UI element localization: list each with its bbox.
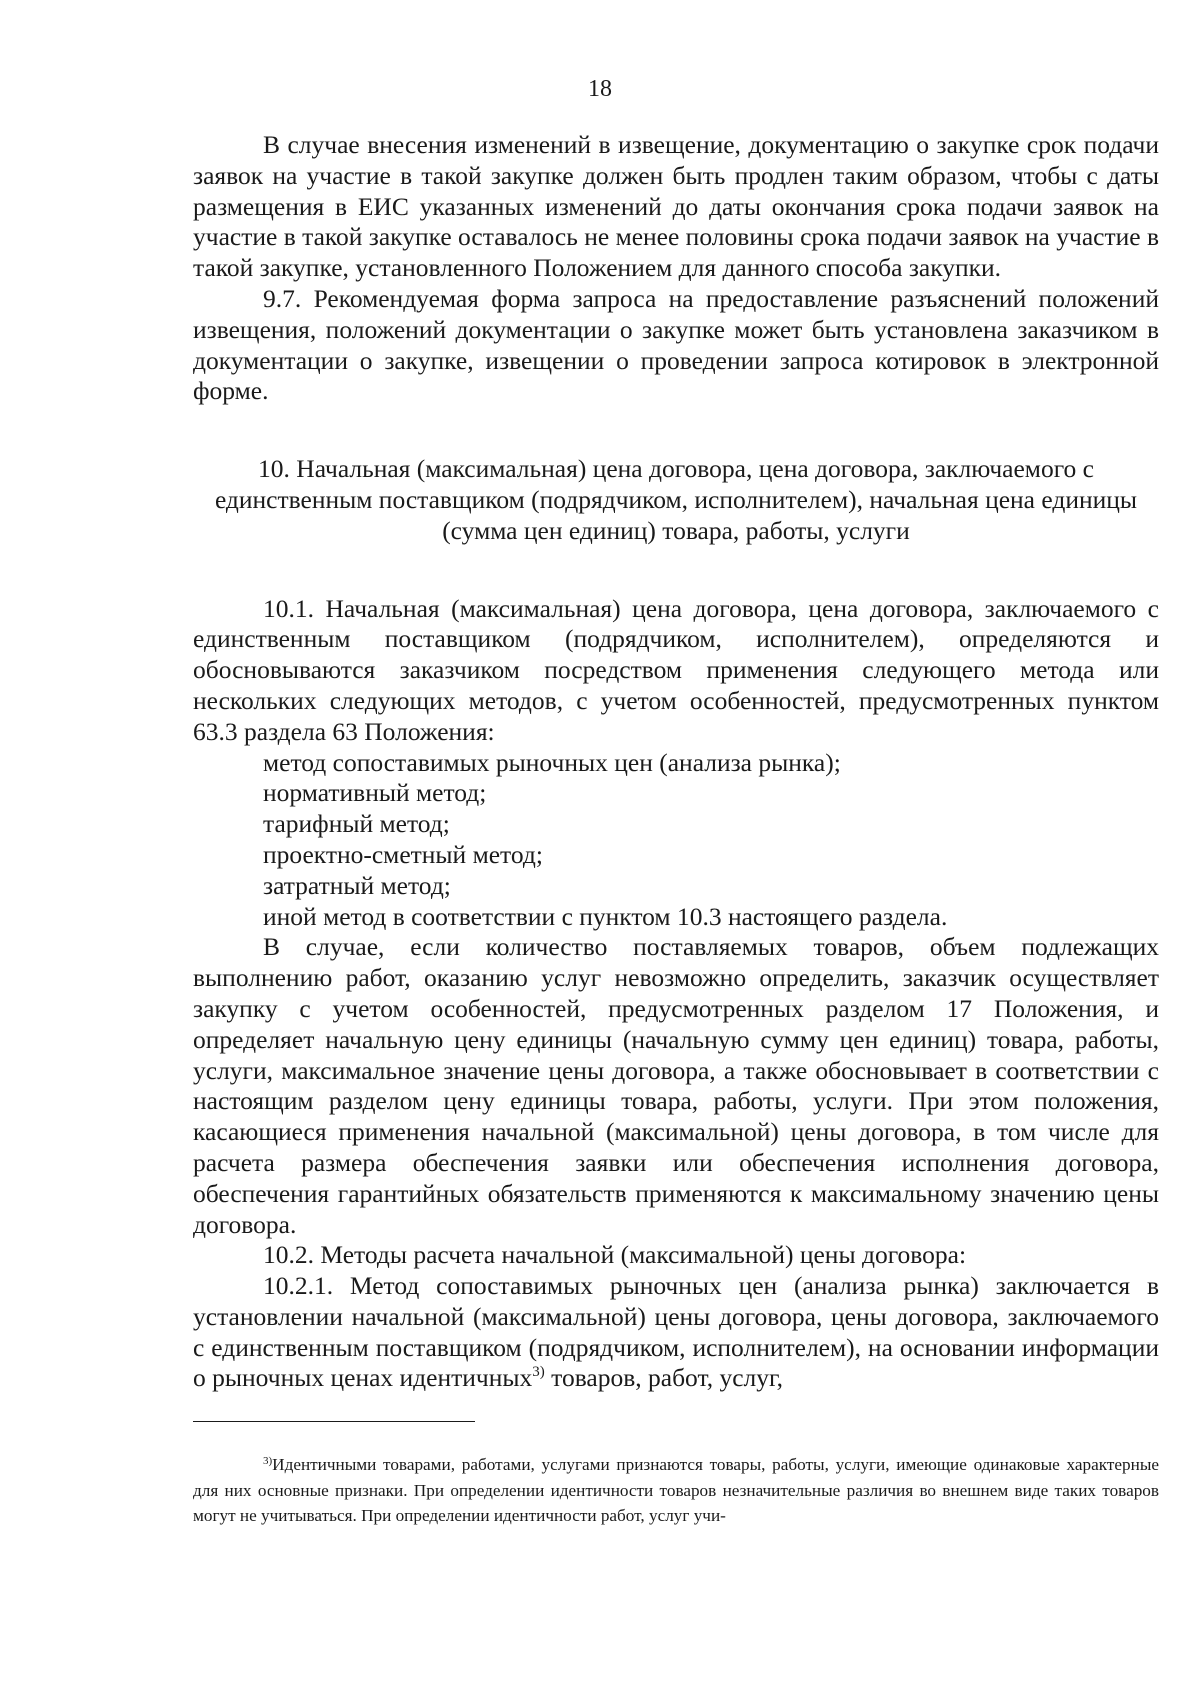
paragraph-deadline-extension: В случае внесения изменений в извещение, документацию о закупке срок подачи заявок на участие в такой закупке должен быть продлен таким образом, чтобы с даты размещения в ЕИС указанных изменений до даты окончания срока подачи заявок на участие в такой закупке оставалось не менее половины срока подачи заявок на участие в такой закупке, установленного Положением для данного способа закупки. (193, 130, 1159, 283)
method-item: проектно-сметный метод; (263, 839, 543, 869)
page-number: 18 (588, 76, 612, 102)
paragraph-10-2-1-text: 10.2.1. Метод сопоставимых рыночных цен (анализа рынка) заключается в установлении начальной (максимальной) цены договора, цены договора, заключаемого с единственным поставщиком (подрядчиком, исполнителем), на основании информации о рыночных ценах идентичных (193, 1271, 1159, 1393)
paragraph-10-2-1-tail: товаров, работ, услуг, (544, 1363, 783, 1393)
paragraph-unit-price: В случае, если количество поставляемых товаров, объем подлежащих выполнению работ, оказанию услуг невозможно определить, заказчик осуществляет закупку с учетом особенностей, предусмотренных разделом 17 Положения, и определяет начальную цену единицы (начальную сумму цен единиц) товара, работы, услуги, максимальное значение цены договора, а также обосновывает в соответствии с настоящим разделом цену единицы товара, работы, услуги. При этом положения, касающиеся применения начальной (максимальной) цены договора, в том числе для расчета размера обеспечения заявки или обеспечения исполнения договора, обеспечения гарантийных обязательств применяются к максимальному значению цены договора. (193, 932, 1159, 1239)
body-text (193, 130, 1159, 1394)
method-item: нормативный метод; (263, 778, 487, 808)
method-item: иной метод в соответствии с пунктом 10.3 настоящего раздела. (263, 901, 948, 931)
section-heading-10: 10. Начальная (максимальная) цена договора, цена договора, заключаемого с единственным поставщиком (подрядчиком, исполнителем), начальная цена единицы (сумма цен единиц) товара, работы, услуги (214, 454, 1138, 545)
method-item: метод сопоставимых рыночных цен (анализа рынка); (263, 747, 841, 777)
footnote-text: Идентичными товарами, работами, услугами признаются товары, работы, услуги, имеющие одинаковые характерные для них основные признаки. При определении идентичности товаров незначительные различия во внешнем виде таких товаров могут не учитываться. При определении идентичности работ, услуг учи- (193, 1455, 1159, 1525)
method-item: тарифный метод; (263, 809, 450, 839)
footnote (193, 1452, 1159, 1529)
footnote-marker: 3) (263, 1455, 273, 1467)
footnote-separator (193, 1421, 475, 1422)
method-item: затратный метод; (263, 870, 451, 900)
footnote-reference: 3) (532, 1364, 545, 1381)
paragraph-10-1: 10.1. Начальная (максимальная) цена договора, цена договора, заключаемого с единственным поставщиком (подрядчиком, исполнителем), определяются и обосновываются заказчиком посредством применения следующего метода или нескольких следующих методов, с учетом особенностей, предусмотренных пунктом 63.3 раздела 63 Положения: (193, 593, 1159, 746)
paragraph-10-2: 10.2. Методы расчета начальной (максимальной) цены договора: (263, 1240, 967, 1270)
paragraph-10-2-1 (193, 1271, 1159, 1394)
paragraph-9-7: 9.7. Рекомендуемая форма запроса на предоставление разъяснений положений извещения, положений документации о закупке может быть установлена заказчиком в документации о закупке, извещении о проведении запроса котировок в электронной форме. (193, 283, 1159, 406)
